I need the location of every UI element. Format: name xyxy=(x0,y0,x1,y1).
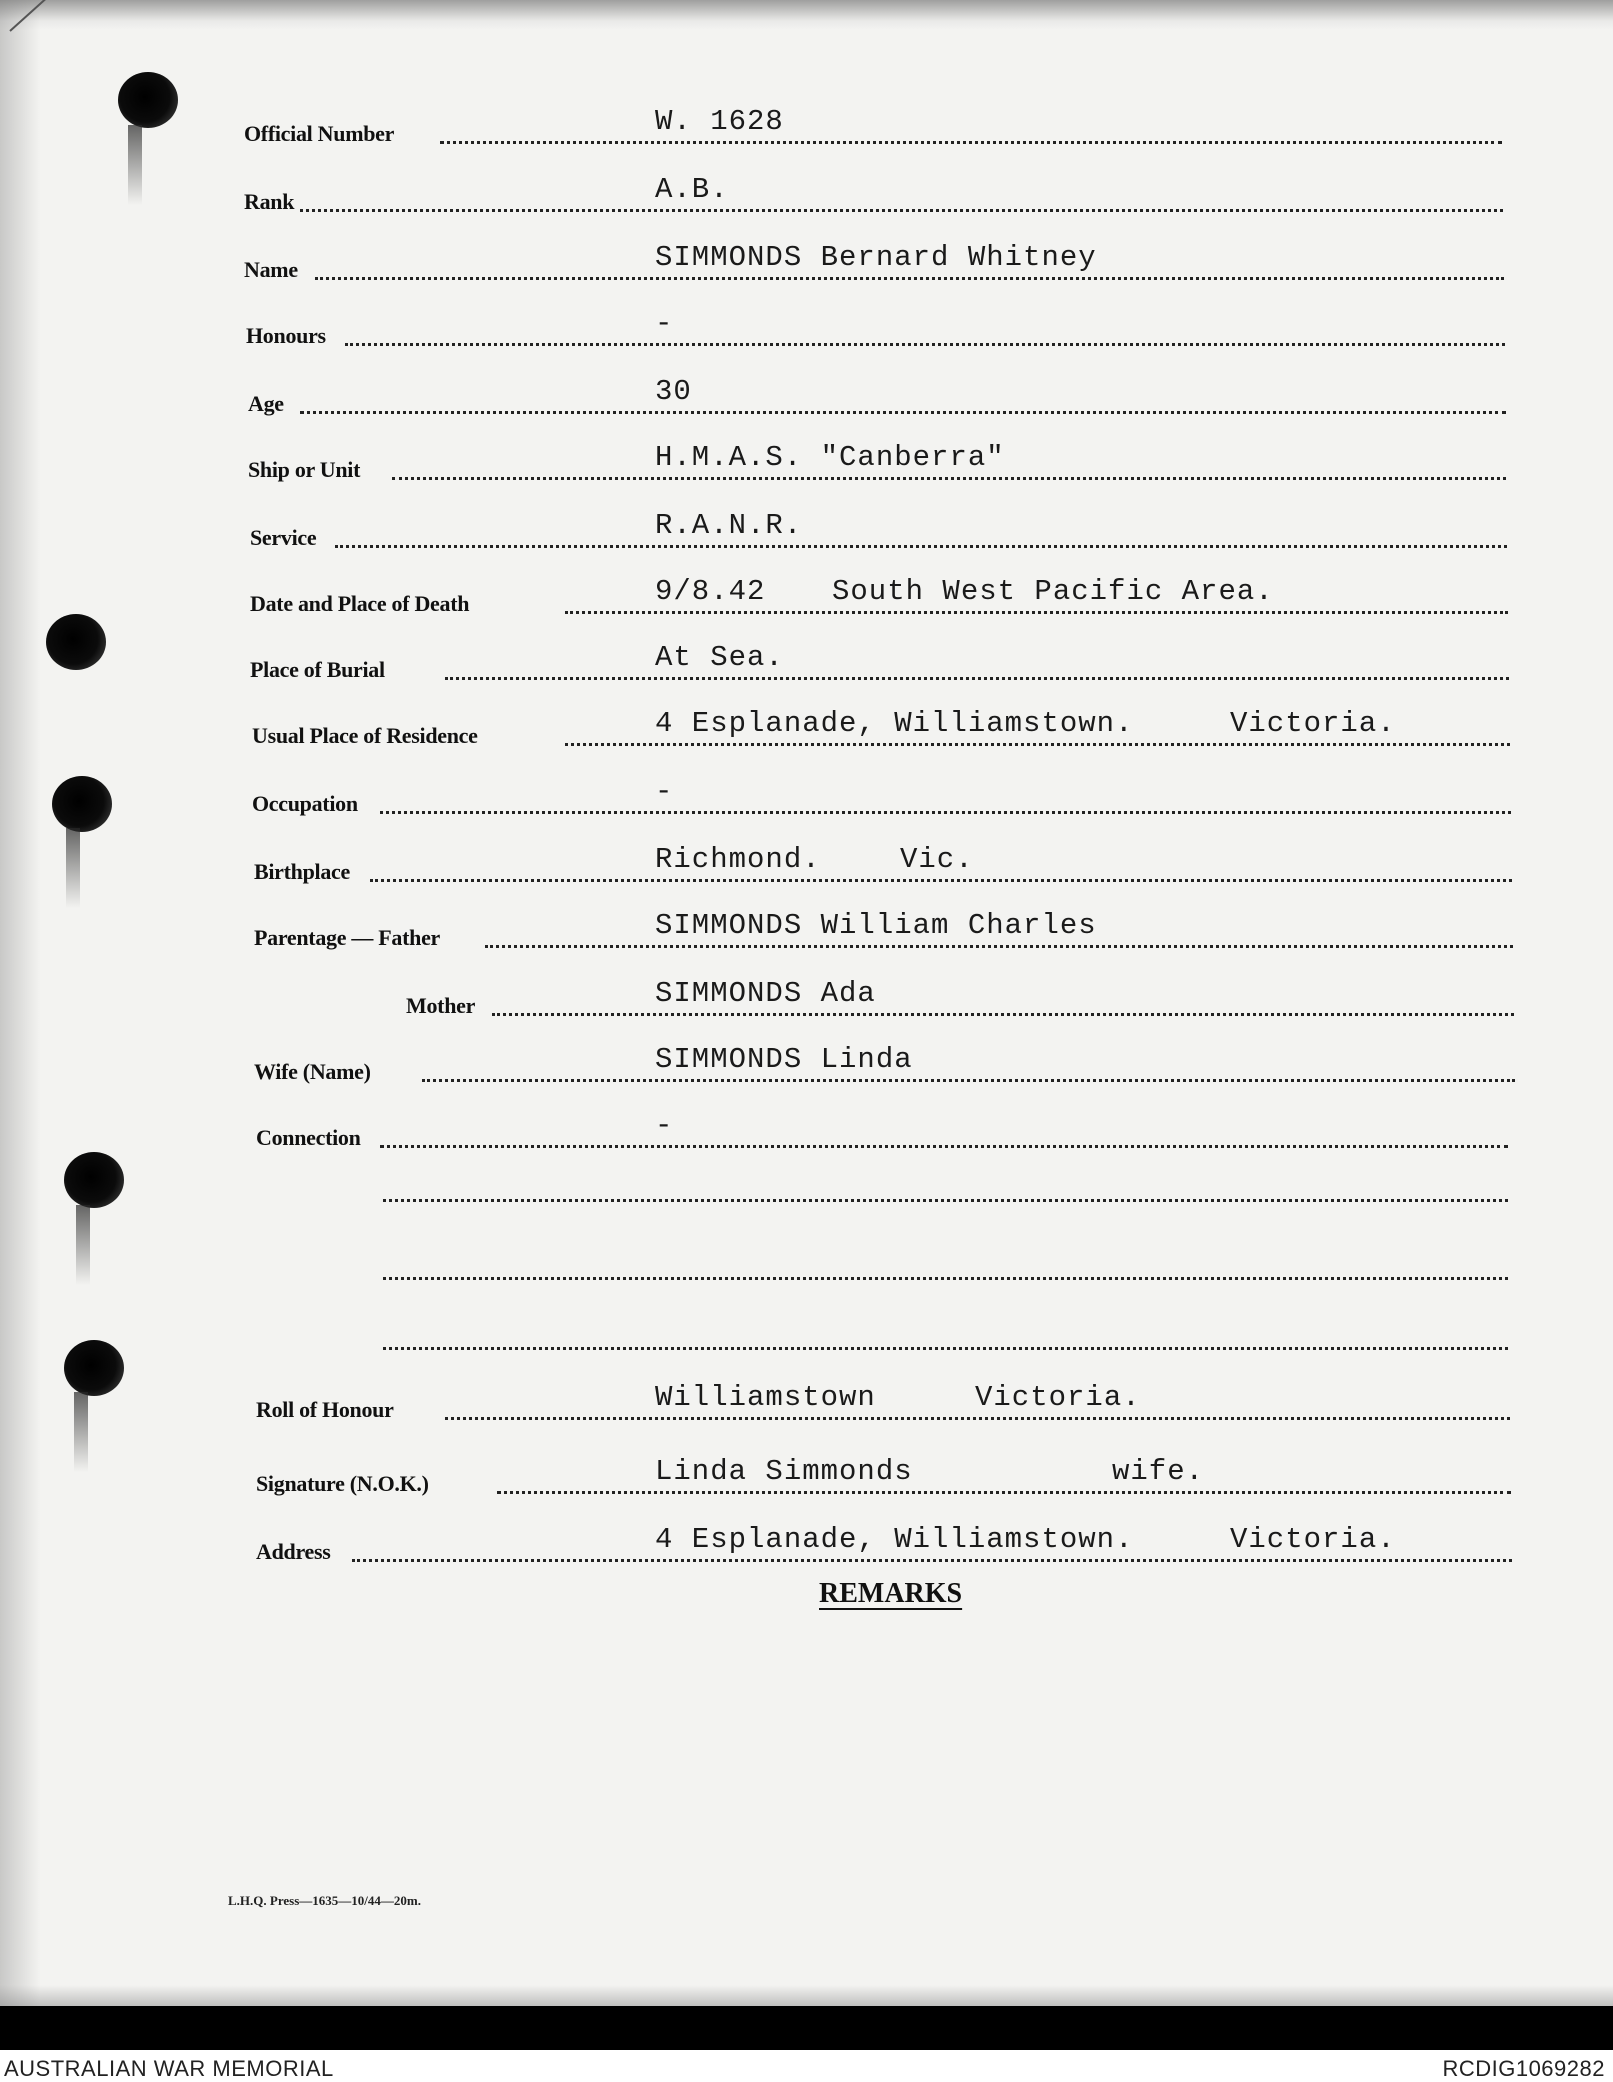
field-rule xyxy=(300,209,1503,212)
field-value: 30 xyxy=(655,375,692,408)
field-label: Occupation xyxy=(252,791,358,816)
field-wife-name xyxy=(0,1030,1613,1090)
field-rule xyxy=(380,1145,1508,1148)
field-rule xyxy=(392,477,1506,480)
field-label: Birthplace xyxy=(254,859,350,884)
field-rule xyxy=(300,411,1506,414)
field-label: Address xyxy=(256,1539,331,1564)
field-label: Roll of Honour xyxy=(256,1397,394,1422)
field-roll-of-honour xyxy=(0,1368,1613,1428)
scan-shadow-top xyxy=(0,0,1613,30)
field-value: SIMMONDS William Charles xyxy=(655,909,1097,942)
field-value-secondary: Victoria. xyxy=(1230,707,1396,740)
field-label: Usual Place of Residence xyxy=(252,723,478,748)
field-rule xyxy=(485,945,1513,948)
field-parentage-father xyxy=(0,896,1613,956)
field-connection xyxy=(0,1096,1613,1156)
remarks-heading: REMARKS xyxy=(819,1578,963,1609)
footer-black-band xyxy=(0,2006,1613,2050)
field-rule xyxy=(497,1491,1511,1494)
field-signature-nok xyxy=(0,1442,1613,1502)
record-reference: RCDIG1069282 xyxy=(1442,2056,1605,2081)
field-age xyxy=(0,362,1613,422)
field-service xyxy=(0,496,1613,556)
field-parentage-mother xyxy=(0,964,1613,1024)
field-value: - xyxy=(655,1109,674,1142)
field-value: H.M.A.S. "Canberra" xyxy=(655,441,1005,474)
field-date-and-place-of-death xyxy=(0,562,1613,622)
field-rule xyxy=(380,811,1511,814)
field-value: Williamstown xyxy=(655,1381,876,1414)
field-value: R.A.N.R. xyxy=(655,509,803,542)
printer-imprint: L.H.Q. Press—1635—10/44—20m. xyxy=(228,1893,421,1908)
field-label: Honours xyxy=(246,323,326,348)
field-value-secondary: wife. xyxy=(1112,1455,1205,1488)
field-value: SIMMONDS Linda xyxy=(655,1043,913,1076)
field-usual-place-of-residence xyxy=(0,694,1613,754)
field-value: 4 Esplanade, Williamstown. xyxy=(655,1523,1134,1556)
field-label: Official Number xyxy=(244,121,395,146)
field-value: 9/8.42 xyxy=(655,575,766,608)
field-value: At Sea. xyxy=(655,641,784,674)
field-label: Date and Place of Death xyxy=(250,591,470,616)
field-official-number xyxy=(0,92,1613,152)
field-rule xyxy=(565,743,1510,746)
blank-continuation-line xyxy=(383,1347,1508,1350)
field-value: 4 Esplanade, Williamstown. xyxy=(655,707,1134,740)
field-value: Linda Simmonds xyxy=(655,1455,913,1488)
field-value-secondary: Vic. xyxy=(900,843,974,876)
institution-name: AUSTRALIAN WAR MEMORIAL xyxy=(4,2056,334,2081)
field-label: Ship or Unit xyxy=(248,457,361,482)
field-occupation xyxy=(0,762,1613,822)
field-rule xyxy=(445,1417,1510,1420)
field-label: Service xyxy=(250,525,317,550)
punch-hole-smear xyxy=(76,1205,90,1285)
field-place-of-burial xyxy=(0,628,1613,688)
field-rule xyxy=(335,545,1507,548)
field-rule xyxy=(345,343,1505,346)
field-rule xyxy=(352,1559,1512,1562)
field-value-secondary: Victoria. xyxy=(975,1381,1141,1414)
field-label: Parentage — Father xyxy=(254,925,441,950)
field-rule xyxy=(445,677,1509,680)
field-label: Wife (Name) xyxy=(254,1059,371,1084)
field-label: Age xyxy=(248,391,284,416)
field-rank xyxy=(0,160,1613,220)
field-honours xyxy=(0,294,1613,354)
field-rule xyxy=(315,277,1504,280)
field-rule xyxy=(492,1013,1514,1016)
field-value: A.B. xyxy=(655,173,729,206)
field-rule xyxy=(422,1079,1515,1082)
field-label: Signature (N.O.K.) xyxy=(256,1471,429,1496)
field-value-secondary: Victoria. xyxy=(1230,1523,1396,1556)
field-rule xyxy=(370,879,1512,882)
field-value: SIMMONDS Ada xyxy=(655,977,876,1010)
field-value: SIMMONDS Bernard Whitney xyxy=(655,241,1097,274)
field-label: Place of Burial xyxy=(250,657,385,682)
field-birthplace xyxy=(0,830,1613,890)
field-value: Richmond. xyxy=(655,843,821,876)
blank-continuation-line xyxy=(383,1199,1508,1202)
field-label: Mother xyxy=(406,993,476,1018)
field-rule xyxy=(440,141,1502,144)
archive-footer xyxy=(0,2006,1613,2082)
field-label: Name xyxy=(244,257,298,282)
field-name xyxy=(0,228,1613,288)
field-label: Rank xyxy=(244,189,295,214)
field-address xyxy=(0,1510,1613,1570)
field-value: - xyxy=(655,307,674,340)
field-value: W. 1628 xyxy=(655,105,784,138)
field-rule xyxy=(565,611,1508,614)
scan-shadow-bottom xyxy=(0,1985,1613,2006)
field-ship-or-unit xyxy=(0,428,1613,488)
field-value: - xyxy=(655,775,674,808)
field-label: Connection xyxy=(256,1125,361,1150)
field-value-secondary: South West Pacific Area. xyxy=(832,575,1274,608)
blank-continuation-line xyxy=(383,1277,1508,1280)
punch-hole xyxy=(64,1152,124,1208)
